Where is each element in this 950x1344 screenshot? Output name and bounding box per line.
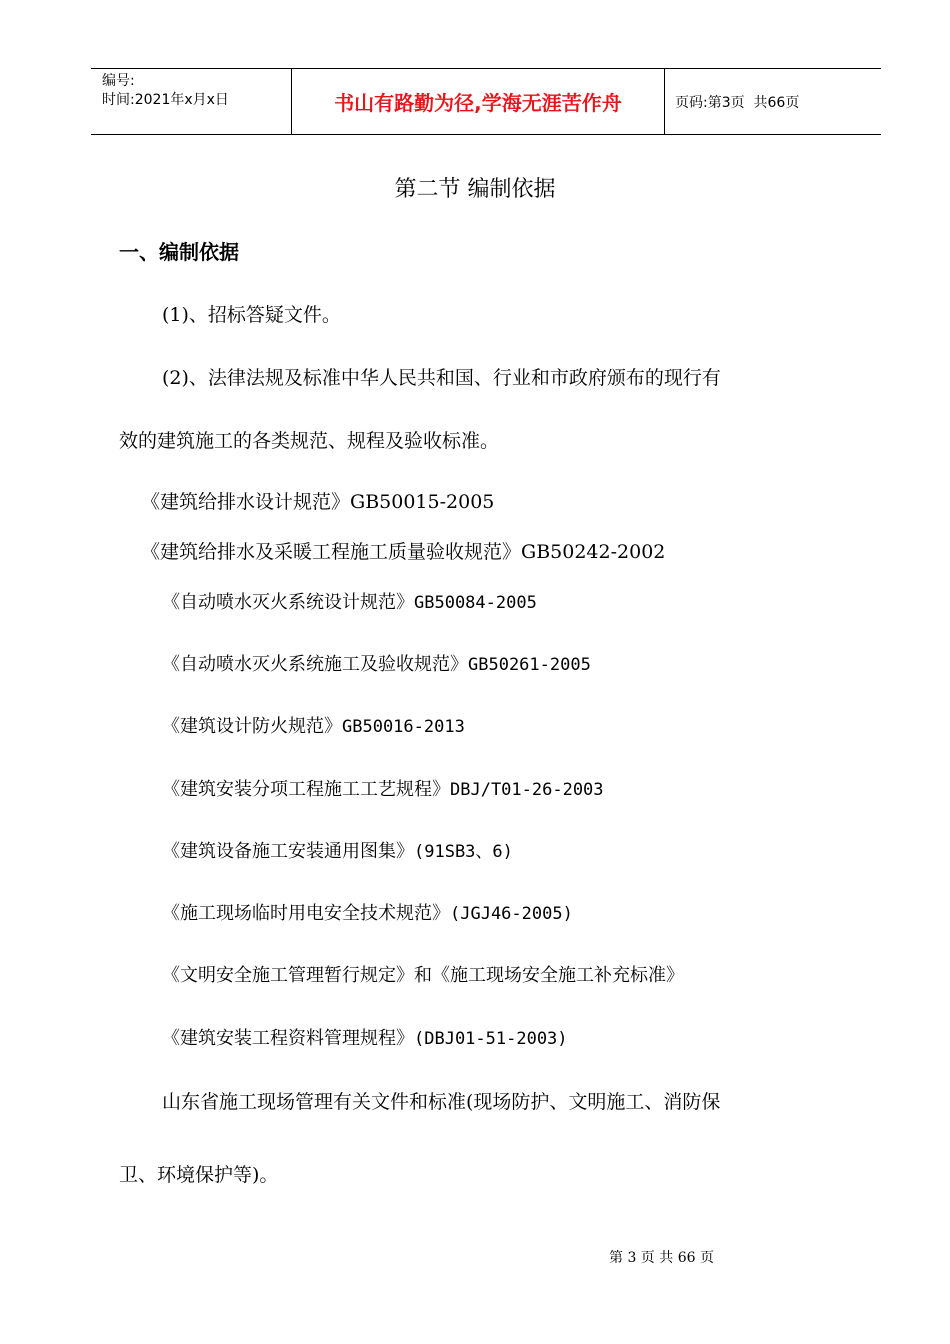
- reference-item: [141, 487, 494, 514]
- reference-item: [141, 537, 665, 564]
- reference-title: 《建筑给排水及采暖工程施工质量验收规范》: [141, 541, 522, 563]
- page-footer: 第 3 页 共 66 页: [609, 1250, 714, 1266]
- reference-title: 《建筑设计防火规范》: [162, 716, 342, 737]
- header-motto: [292, 69, 665, 134]
- paragraph-1: (1)、招标答疑文件。: [162, 304, 341, 326]
- reference-code: GB50242-2002: [521, 541, 666, 563]
- reference-item: [162, 712, 465, 738]
- closing-line-1: 山东省施工现场管理有关文件和标准(现场防护、文明施工、消防保: [162, 1091, 721, 1113]
- header-table: [91, 68, 881, 135]
- reference-code: (DBJ01-51-2003): [414, 1029, 568, 1049]
- reference-title: 《建筑设备施工安装通用图集》: [162, 841, 414, 862]
- reference-title: 《自动喷水灭火系统施工及验收规范》: [162, 654, 468, 675]
- header-page-info: [665, 69, 881, 134]
- paragraph-2-line-1: (2)、法律法规及标准中华人民共和国、行业和市政府颁布的现行有: [162, 367, 721, 389]
- motto-text: 书山有路勤为径,学海无涯苦作舟: [334, 91, 622, 115]
- paragraph-2-line-2: 效的建筑施工的各类规范、规程及验收标准。: [119, 430, 500, 452]
- reference-title: 《建筑给排水设计规范》: [141, 491, 351, 513]
- reference-item: [162, 837, 513, 863]
- reference-title: 《施工现场临时用电安全技术规范》: [162, 903, 450, 924]
- page-info-text: 页码:第3页 共66页: [675, 94, 800, 111]
- document-number-label: 编号:: [102, 73, 135, 89]
- header-meta: [91, 69, 292, 134]
- reference-title: 《文明安全施工管理暂行规定》和《施工现场安全施工补充标准》: [162, 965, 684, 986]
- closing-line-2: 卫、环境保护等)。: [119, 1164, 279, 1186]
- reference-code: GB50016-2013: [342, 717, 465, 737]
- reference-item: [162, 650, 591, 676]
- reference-item: [162, 1024, 568, 1050]
- reference-title: 《建筑安装分项工程施工工艺规程》: [162, 779, 450, 800]
- reference-item: [162, 588, 537, 614]
- reference-code: (91SB3、6): [414, 842, 513, 862]
- reference-item: [162, 899, 573, 925]
- document-time-label: 时间:2021年x月x日: [102, 92, 229, 108]
- reference-code: GB50015-2005: [350, 491, 495, 513]
- reference-item: [162, 961, 684, 987]
- reference-item: [162, 775, 604, 801]
- reference-code: GB50084-2005: [414, 593, 537, 613]
- reference-title: 《自动喷水灭火系统设计规范》: [162, 592, 414, 613]
- section-heading: 一、编制依据: [119, 240, 239, 264]
- reference-code: GB50261-2005: [468, 655, 591, 675]
- reference-title: 《建筑安装工程资料管理规程》: [162, 1028, 414, 1049]
- section-title: 第二节 编制依据: [394, 177, 556, 202]
- reference-code: DBJ/T01-26-2003: [450, 780, 604, 800]
- reference-code: (JGJ46-2005): [450, 904, 573, 924]
